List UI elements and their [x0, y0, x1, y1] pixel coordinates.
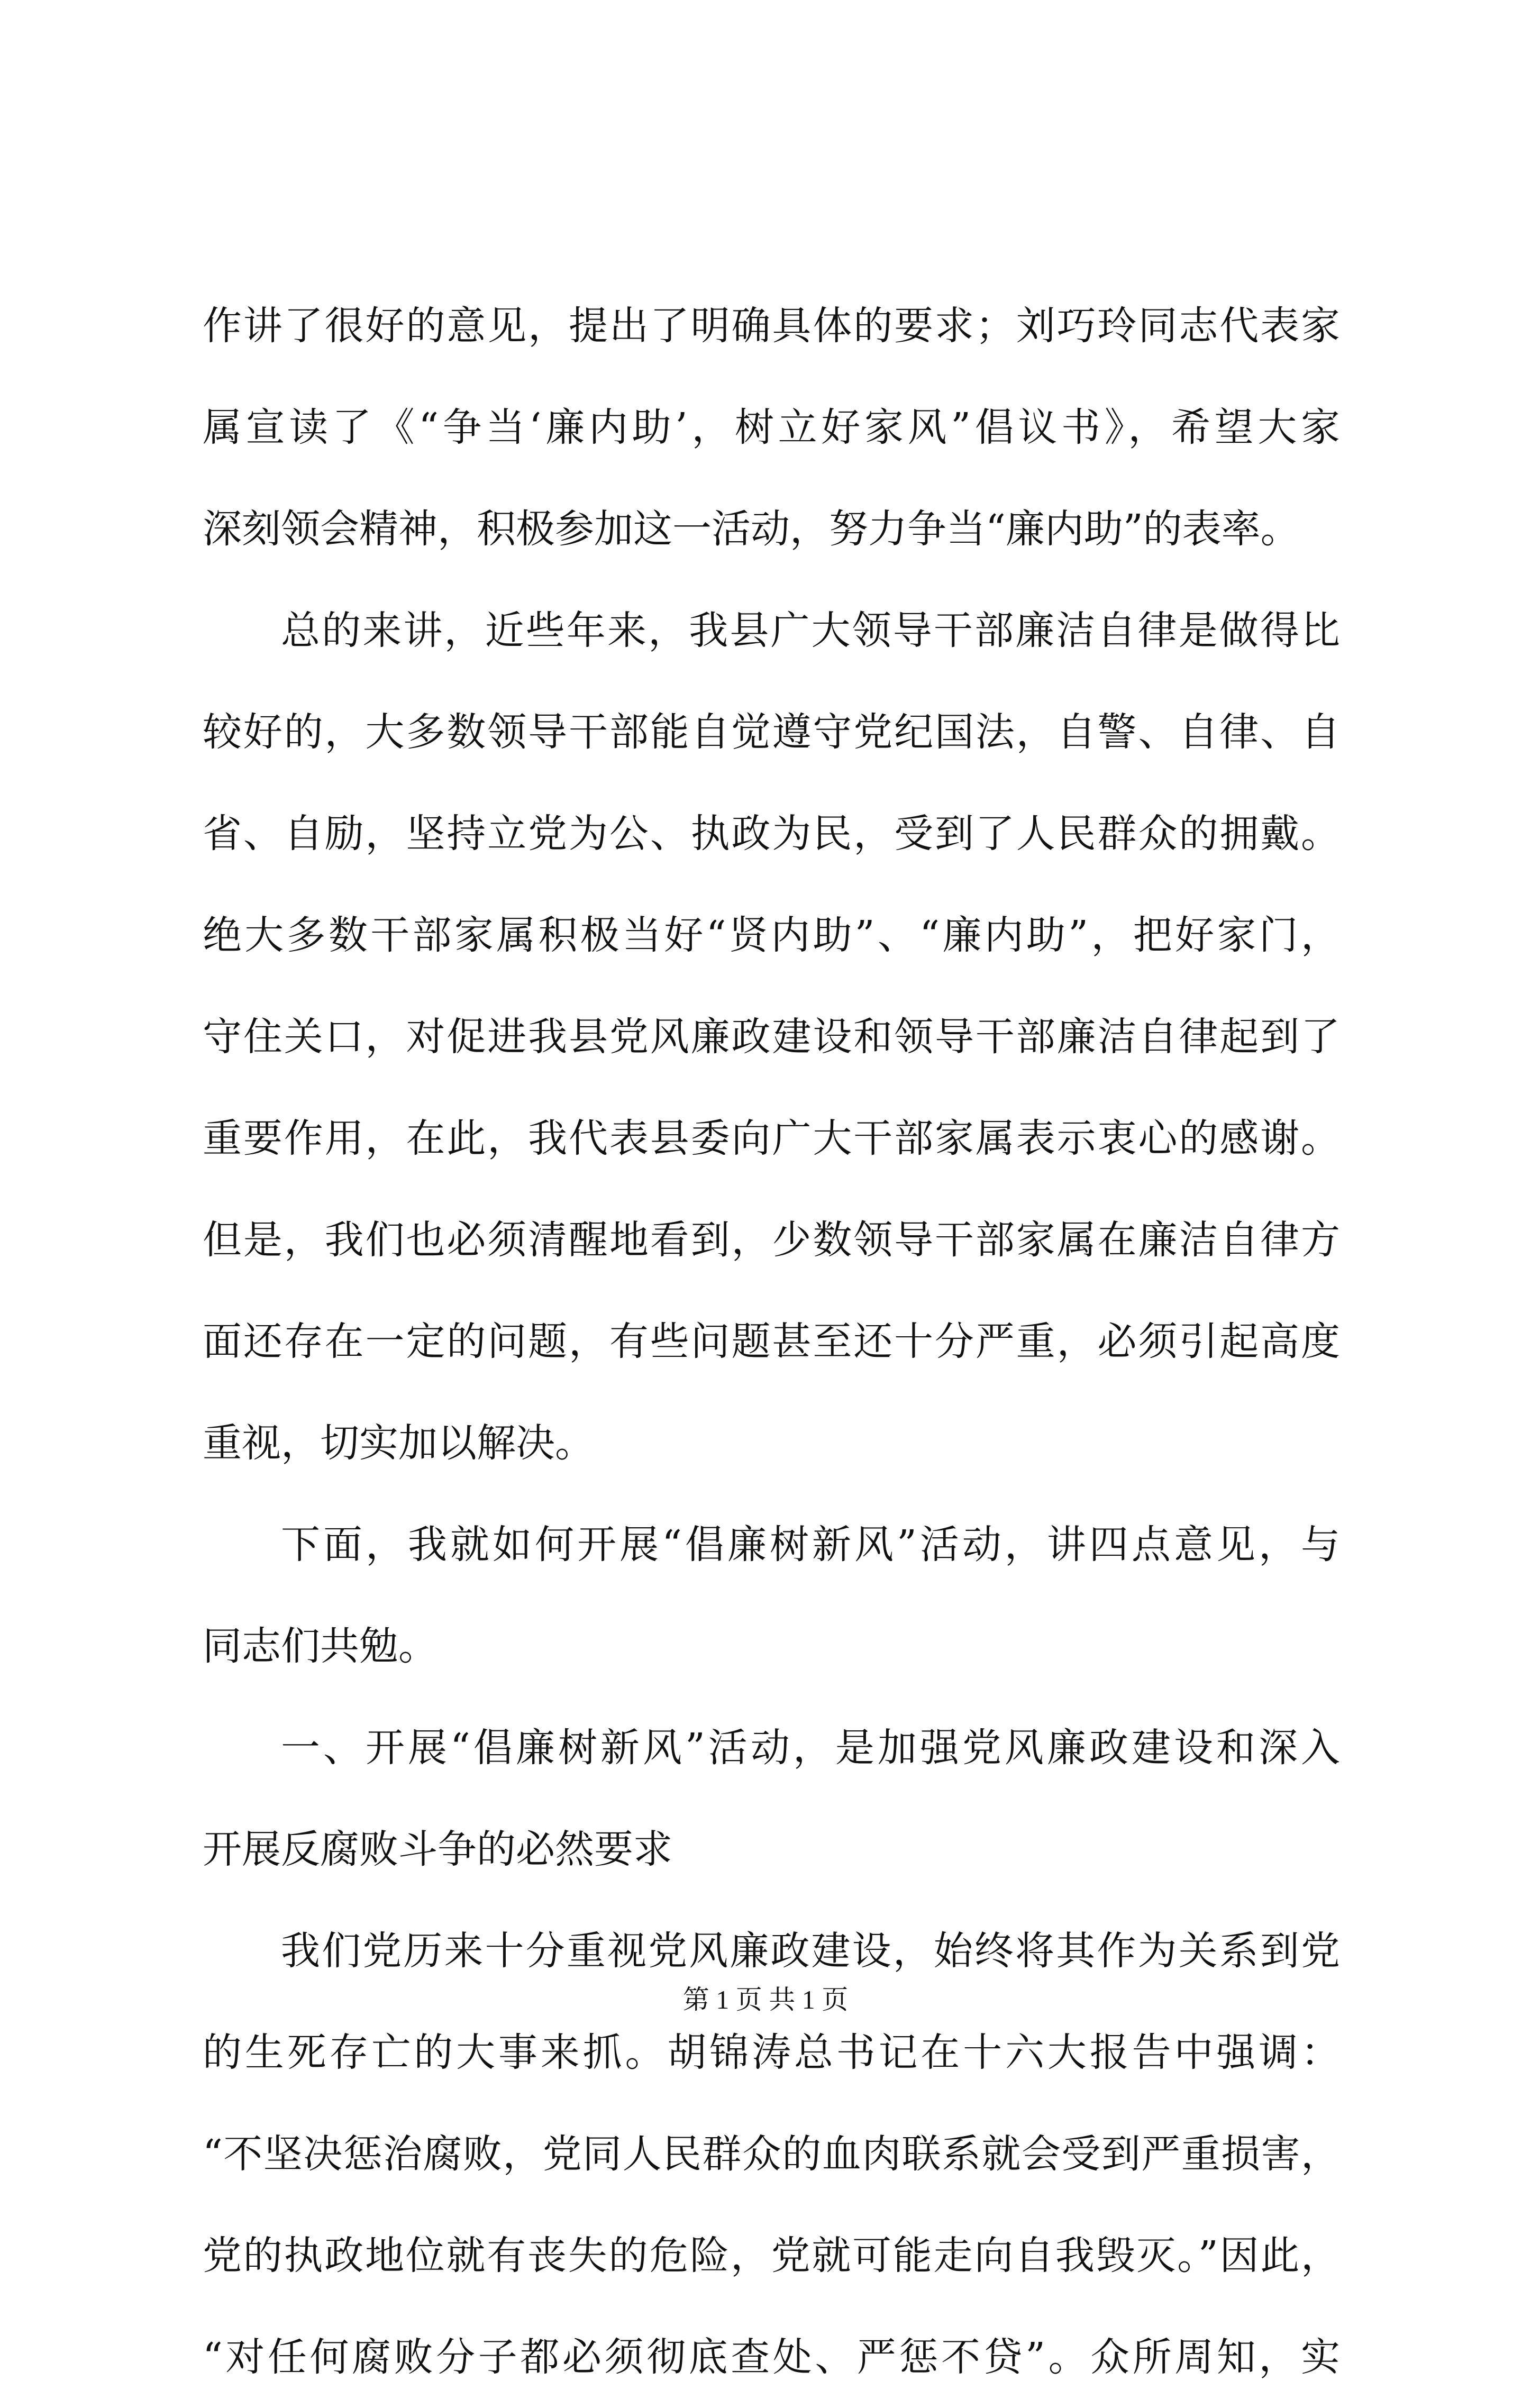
page-footer — [0, 1981, 1531, 2018]
paragraph-2-line-9: 重视，切实加以解决。 — [203, 1420, 594, 1466]
paragraph-2-line-8: 面还存在一定的问题，有些问题甚至还十分严重，必须引起高度 — [203, 1319, 1340, 1364]
paragraph-2-line-2: 较好的，大多数领导干部能自觉遵守党纪国法，自警、自律、自 — [203, 709, 1340, 755]
section-heading-line-2: 开展反腐败斗争的必然要求 — [203, 1827, 672, 1872]
paragraph-3-line-1: 下面，我就如何开展“倡廉树新风”活动，讲四点意见，与 — [281, 1522, 1340, 1567]
page-number-label: 第 1 页 共 1 页 — [682, 1985, 849, 2014]
document-body — [203, 275, 1340, 2408]
paragraph-5-line-2: 的生死存亡的大事来抓。胡锦涛总书记在十六大报告中强调： — [203, 2030, 1340, 2075]
paragraph-5-line-5: “对任何腐败分子都必须彻底查处、严惩不贷”。众所周知，实 — [203, 2334, 1340, 2380]
paragraph-3-line-2: 同志们共勉。 — [203, 1623, 438, 1669]
paragraph-2-line-6: 重要作用，在此，我代表县委向广大干部家属表示衷心的感谢。 — [203, 1116, 1340, 1161]
paragraph-2-line-3: 省、自励，坚持立党为公、执政为民，受到了人民群众的拥戴。 — [203, 811, 1340, 856]
paragraph-1-line-1: 作讲了很好的意见，提出了明确具体的要求；刘巧玲同志代表家 — [203, 303, 1340, 349]
paragraph-2-line-4: 绝大多数干部家属积极当好“贤内助”、“廉内助”，把好家门， — [203, 913, 1340, 958]
paragraph-1-line-2: 属宣读了《“争当‘廉内助’，树立好家风”倡议书》，希望大家 — [203, 405, 1340, 450]
paragraph-2-line-1: 总的来讲，近些年来，我县广大领导干部廉洁自律是做得比 — [281, 608, 1340, 653]
paragraph-2-line-5: 守住关口，对促进我县党风廉政建设和领导干部廉洁自律起到了 — [203, 1014, 1340, 1060]
paragraph-5-line-4: 党的执政地位就有丧失的危险，党就可能走向自我毁灭。”因此， — [203, 2233, 1340, 2278]
paragraph-2-line-7: 但是，我们也必须清醒地看到，少数领导干部家属在廉洁自律方 — [203, 1217, 1340, 1263]
paragraph-5-line-3: “不坚决惩治腐败，党同人民群众的血肉联系就会受到严重损害， — [203, 2131, 1340, 2177]
section-heading-line-1: 一、开展“倡廉树新风”活动，是加强党风廉政建设和深入 — [281, 1725, 1340, 1771]
paragraph-1-line-3: 深刻领会精神，积极参加这一活动，努力争当“廉内助”的表率。 — [203, 506, 1300, 552]
paragraph-5-line-1: 我们党历来十分重视党风廉政建设，始终将其作为关系到党 — [281, 1928, 1340, 1974]
